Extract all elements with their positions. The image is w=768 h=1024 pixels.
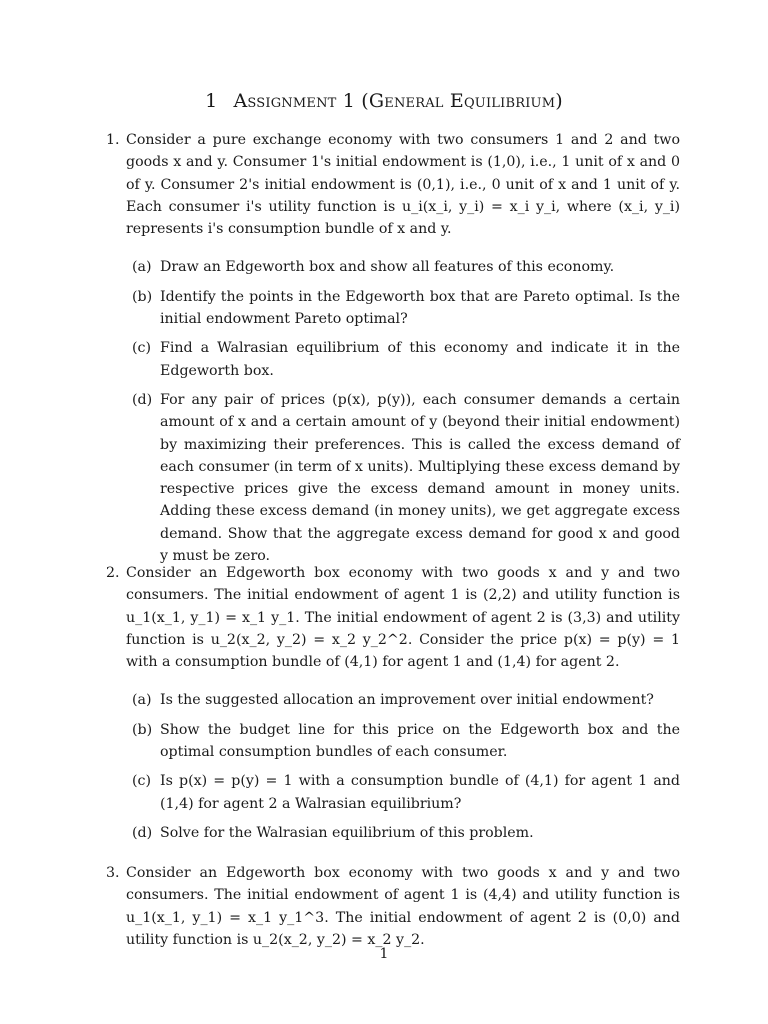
part-label: (d): [132, 391, 153, 408]
part-text: Solve for the Walrasian equilibrium of this problem.: [160, 824, 534, 841]
part-text: Draw an Edgeworth box and show all features of this economy.: [160, 259, 615, 276]
problem-part: [126, 389, 680, 567]
problem-number: 1.: [106, 132, 120, 148]
problem-parts: [126, 256, 680, 567]
section-heading: [0, 90, 768, 112]
problem-number: 2.: [106, 565, 120, 581]
part-text: Identify the points in the Edgeworth box that are Pareto optimal. Is the initial endowment Pareto optimal?: [160, 288, 680, 328]
problem-3: [106, 862, 680, 951]
problem-number: 3.: [106, 865, 120, 881]
part-label: (a): [132, 692, 152, 709]
part-label: (c): [132, 340, 152, 357]
part-label: (d): [132, 824, 153, 841]
part-label: (b): [132, 288, 153, 305]
problem-part: [126, 256, 680, 278]
page-number: 1: [379, 946, 389, 962]
problem-part: [126, 770, 680, 815]
part-label: (a): [132, 259, 152, 276]
section-number: 1: [205, 90, 218, 112]
section-title: Assignment 1 (General Equilibrium): [233, 90, 563, 112]
part-label: (c): [132, 773, 152, 790]
problem-text: Consider an Edgeworth box economy with two goods x and y and two consumers. The initial endowment of agent 1 is (2,2) and utility function is u_1(x_1, y_1) = x_1 y_1. The initial endowment of agent 2 is (3,3) and utility function is u_2(x_2, y_2) = x_2 y_2^2. Consider the price p(x) = p(y) = 1 with a consumption bundle of (4,1) for agent 1 and (1,4) for agent 2.: [126, 565, 680, 671]
part-text: Is the suggested allocation an improvement over initial endowment?: [160, 692, 654, 709]
problem-parts: [126, 689, 680, 844]
part-text: Is p(x) = p(y) = 1 with a consumption bundle of (4,1) for agent 1 and (1,4) for agent 2 a Walrasian equilibrium?: [160, 773, 680, 812]
part-text: For any pair of prices (p(x), p(y)), each consumer demands a certain amount of x and a certain amount of y (beyond their initial endowment) by maximizing their preferences. This is called the excess demand of each consumer (in term of x units). Multiplying these excess demand by respective prices give the excess demand amount in money units. Adding these excess demand (in money units), we get aggregate excess demand. Show that the aggregate excess demand for good x and good y must be zero.: [160, 391, 680, 565]
problem-text: Consider a pure exchange economy with two consumers 1 and 2 and two goods x and y. Consumer 1's initial endowment is (1,0), i.e., 1 unit of x and 0 of y. Consumer 2's initial endowment is (0,1), i.e., 0 unit of x and 1 unit of y. Each consumer i's utility function is u_i(x_i, y_i) = x_i y_i, where (x_i, y_i) represents i's consumption bundle of x and y.: [126, 132, 680, 238]
part-text: Find a Walrasian equilibrium of this economy and indicate it in the Edgeworth box.: [160, 340, 680, 379]
problem-text: Consider an Edgeworth box economy with two goods x and y and two consumers. The initial endowment of agent 1 is (4,4) and utility function is u_1(x_1, y_1) = x_1 y_1^3. The initial endowment of agent 2 is (0,0) and utility function is u_2(x_2, y_2) = x_2 y_2.: [126, 865, 680, 948]
problem-1: [106, 129, 680, 567]
problem-2: [106, 562, 680, 844]
problem-part: [126, 286, 680, 331]
problem-part: [126, 689, 680, 711]
problem-part: [126, 337, 680, 382]
part-label: (b): [132, 721, 153, 738]
problem-part: [126, 822, 680, 844]
part-text: Show the budget line for this price on the Edgeworth box and the optimal consumption bundles of each consumer.: [160, 721, 680, 761]
problem-part: [126, 719, 680, 764]
